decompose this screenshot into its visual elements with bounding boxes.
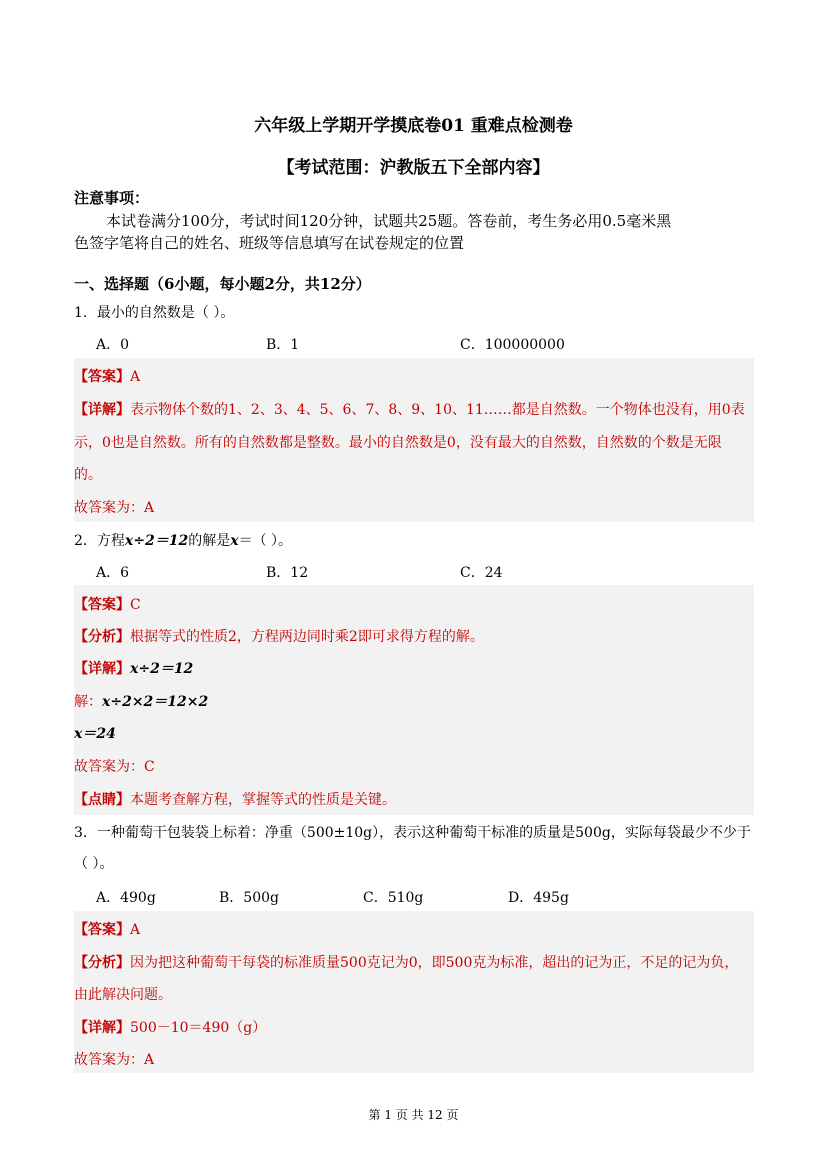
q2-option-c: C．24 xyxy=(460,565,503,581)
q3-detail: 【详解】500－10＝490（g） xyxy=(74,1020,267,1036)
q2-option-b: B．12 xyxy=(266,565,309,581)
q2-solve-step: 解：x÷2×2＝12×2 xyxy=(74,694,209,710)
q1-final-answer: 故答案为：A xyxy=(74,500,155,516)
q2-equation: x÷2＝12 xyxy=(124,533,189,549)
q2-comment: 【点睛】本题考查解方程，掌握等式的性质是关键。 xyxy=(74,792,396,808)
q1-stem: 1．最小的自然数是（ ）。 xyxy=(74,305,235,321)
q2-final-answer: 故答案为：C xyxy=(74,759,155,775)
notice-line-2: 色签字笔将自己的姓名、班级等信息填写在试卷规定的位置 xyxy=(74,234,465,252)
q1-option-c: C．100000000 xyxy=(460,337,565,353)
q3-stem-line-1: 3．一种葡萄干包装袋上标着：净重（500±10g），表示这种葡萄干标准的质量是500g，实际每袋最少不少于 xyxy=(74,825,751,841)
q3-option-c: C．510g xyxy=(363,890,424,906)
q3-stem-line-2: （ ）。 xyxy=(74,856,114,872)
q2-analysis: 【分析】根据等式的性质2，方程两边同时乘2即可求得方程的解。 xyxy=(74,629,484,645)
q1-option-b: B．1 xyxy=(266,337,300,353)
page-footer: 第 1 页 共 12 页 xyxy=(368,1108,459,1122)
q2-detail: 【详解】x÷2＝12 xyxy=(74,661,194,677)
q3-analysis-line-2: 由此解决问题。 xyxy=(74,987,172,1003)
q3-answer: 【答案】A xyxy=(74,922,141,938)
q1-detail-line-3: 的。 xyxy=(74,467,102,483)
q1-detail-line-2: 示，0也是自然数。所有的自然数都是整数。最小的自然数是0，没有最大的自然数，自然数的个数是无限 xyxy=(74,435,722,451)
q1-detail-line-1: 【详解】表示物体个数的1、2、3、4、5、6、7、8、9、10、11……都是自然数。一个物体也没有，用0表 xyxy=(74,402,745,418)
q3-option-d: D．495g xyxy=(508,890,569,906)
q3-option-b: B．500g xyxy=(219,890,279,906)
q2-result: x＝24 xyxy=(74,726,116,742)
notice-label: 注意事项： xyxy=(74,189,150,207)
q3-analysis-line-1: 【分析】因为把这种葡萄干每袋的标准质量500克记为0，即500克为标准，超出的记为正，不足的记为负， xyxy=(74,955,739,971)
q1-answer: 【答案】A xyxy=(74,369,141,385)
section-heading: 一、选择题（6小题，每小题2分，共12分） xyxy=(74,275,371,293)
q3-answer-block xyxy=(74,911,754,1073)
q2-answer-block xyxy=(74,585,754,815)
q2-option-a: A．6 xyxy=(96,565,130,581)
notice-line-1: 本试卷满分100分，考试时间120分钟，试题共25题。答卷前，考生务必用0.5毫米黑 xyxy=(106,212,672,230)
q1-answer-block xyxy=(74,358,754,522)
exam-scope: 【考试范围：沪教版五下全部内容】 xyxy=(277,158,550,178)
q3-final-answer: 故答案为：A xyxy=(74,1052,155,1068)
q1-option-a: A．0 xyxy=(96,337,130,353)
q2-answer: 【答案】C xyxy=(74,597,141,613)
q3-option-a: A．490g xyxy=(96,890,156,906)
page-title: 六年级上学期开学摸底卷01 重难点检测卷 xyxy=(254,116,573,136)
q2-stem: 2．方程x÷2＝12的解是x＝（ ）。 xyxy=(74,533,293,549)
